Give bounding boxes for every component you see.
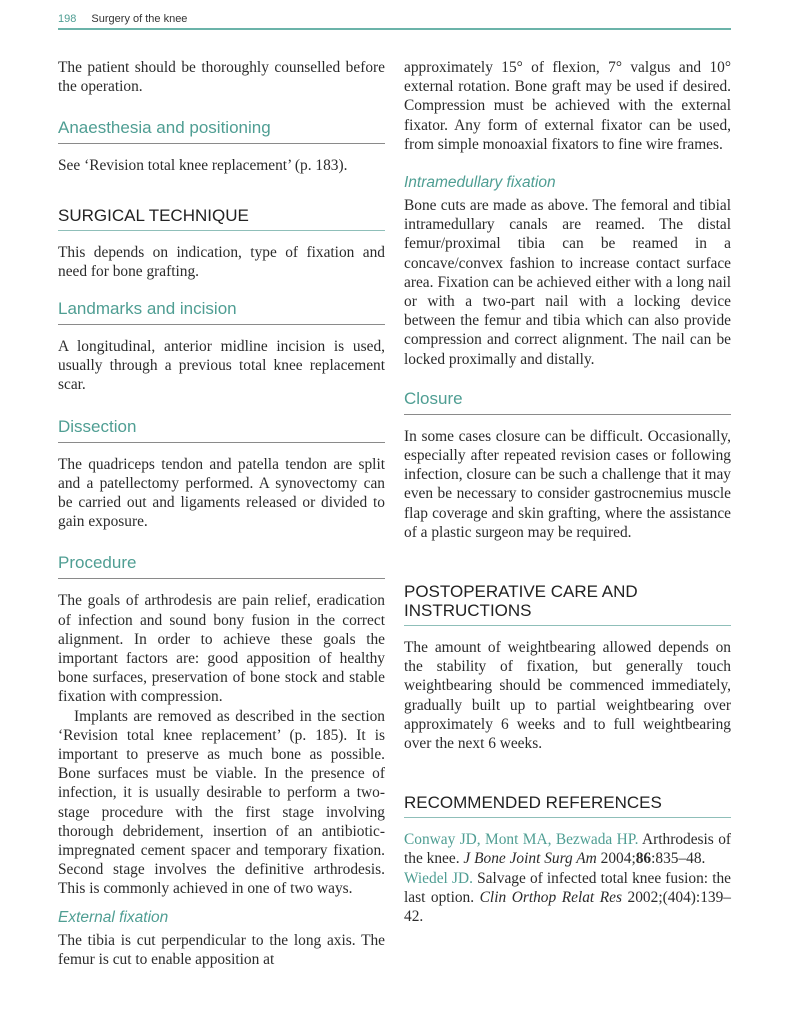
reference-year: 2002;(404):139–42. <box>404 888 731 926</box>
reference-year: 2004; <box>600 850 636 868</box>
heading-external-fixation: External fixation <box>58 908 169 926</box>
heading-dissection: Dissection <box>58 417 385 443</box>
dissection-text: The quadriceps tendon and patella tendon are split and a patellectomy performed. A synovectomy can be carried out and ligaments released or divided to gain exposure. <box>58 455 385 531</box>
running-head <box>58 10 731 30</box>
procedure-para-2: Implants are removed as described in the section ‘Revision total knee replacement’ (p. 185). It is important to preserve as much bone as possible. Bone surfaces must be viable. In the presence of infection, it is usually desirable to perform a two-stage procedure with the first stage involving thorough debridement, insertion of an antibiotic-impregnated cement spacer and temporary fixation. Second stage involves the definitive arthrodesis. This is commonly achieved in one of two ways. <box>58 707 385 898</box>
heading-closure: Closure <box>404 389 731 415</box>
heading-anaesthesia: Anaesthesia and positioning <box>58 118 385 144</box>
intro-paragraph: The patient should be thoroughly counselled before the operation. <box>58 59 385 96</box>
reference-item <box>404 830 731 868</box>
reference-item <box>404 869 731 927</box>
left-column <box>58 58 385 969</box>
reference-journal: J Bone Joint Surg Am <box>463 850 597 868</box>
reference-authors[interactable]: Conway JD, Mont MA, Bezwada HP. <box>404 831 639 849</box>
heading-postoperative: POSTOPERATIVE CARE AND INSTRUCTIONS <box>404 582 731 626</box>
reference-title: Arthrodesis of the knee. <box>404 831 732 868</box>
intramedullary-text: Bone cuts are made as above. The femoral and tibial intramedullary canals are reamed. The distal femur/proximal tibia can be reamed in a concave/convex fashion to increase contact surface area. Fixation can be achieved either with a long nail or with a two-part nail with a locking device between the femur and tibia which can also provide compression and correct alignment. The nail can be locked proximally and distally. <box>404 197 731 368</box>
heading-landmarks: Landmarks and incision <box>58 299 385 325</box>
reference-pages: :835–48. <box>651 850 706 868</box>
procedure-para-1: The goals of arthrodesis are pain relief, eradication of infection and sound bony fusion in the correct alignment. In order to achieve these goals the important factors are: good apposition of healthy bone surfaces, preservation of bone stock and stable fixation with compression. <box>58 592 385 706</box>
heading-surgical-technique: SURGICAL TECHNIQUE <box>58 206 385 231</box>
external-fixation-text: The tibia is cut perpendicular to the long axis. The femur is cut to enable apposition at <box>58 931 385 968</box>
page-number: 198 <box>58 13 77 25</box>
heading-intramedullary: Intramedullary fixation <box>404 174 556 192</box>
heading-procedure: Procedure <box>58 553 385 579</box>
closure-text: In some cases closure can be difficult. Occasionally, especially after repeated revision cases or following infection, closure can be such a challenge that it may even be necessary to consider gastrocnemius muscle flap coverage and skin grafting, where the assistance of a plastic surgeon may be required. <box>404 427 731 541</box>
reference-title: Salvage of infected total knee fusion: the last option. <box>404 869 731 906</box>
running-head-title: Surgery of the knee <box>91 13 188 25</box>
reference-volume: 86 <box>635 850 652 868</box>
anaesthesia-text: See ‘Revision total knee replacement’ (p. 183). <box>58 157 348 175</box>
right-column <box>404 58 731 926</box>
landmarks-text: A longitudinal, anterior midline incision is used, usually through a previous total knee replacement scar. <box>58 338 385 394</box>
external-fixation-continued: approximately 15° of flexion, 7° valgus and 10° external rotation. Bone graft may be used if desired. Compression must be achieved with the external fixator. Any form of external fixator can be used, from simple monoaxial fixators to fine wire frames. <box>404 59 731 153</box>
postoperative-text: The amount of weightbearing allowed depends on the stability of fixation, but generally touch weightbearing should be commenced immediately, gradually built up to partial weightbearing over approximately 6 weeks and to full weightbearing over the next 6 weeks. <box>404 639 731 753</box>
reference-authors[interactable]: Wiedel JD. <box>404 869 473 887</box>
surgical-technique-text: This depends on indication, type of fixation and need for bone grafting. <box>58 243 385 280</box>
reference-journal: Clin Orthop Relat Res <box>479 888 622 906</box>
heading-references: RECOMMENDED REFERENCES <box>404 793 731 818</box>
